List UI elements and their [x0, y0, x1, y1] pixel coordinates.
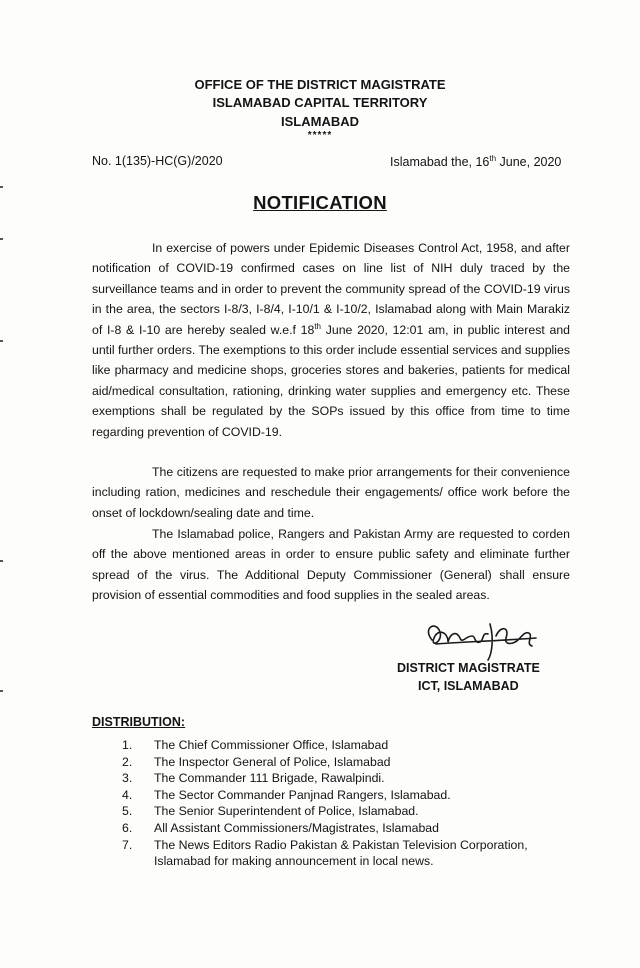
- margin-mark: [0, 340, 3, 342]
- territory-heading: ISLAMABAD CAPITAL TERRITORY: [212, 95, 428, 110]
- margin-mark: [0, 560, 3, 562]
- signature: [418, 614, 548, 664]
- office-heading: OFFICE OF THE DISTRICT MAGISTRATE: [194, 77, 446, 92]
- issue-date: [390, 154, 561, 169]
- list-item-text: The News Editors Radio Pakistan & Pakistan Television Corporation,: [154, 837, 528, 852]
- header-stars: *****: [307, 130, 333, 141]
- reference-number: No. 1(135)-HC(G)/2020: [92, 154, 223, 168]
- list-item: [122, 838, 562, 855]
- list-item-number: 1.: [122, 738, 133, 752]
- list-item-text: The Commander 111 Brigade, Rawalpindi.: [154, 771, 385, 786]
- list-item-number: 7.: [122, 837, 133, 852]
- list-item-number: 4.: [122, 787, 133, 802]
- issue-date-suffix: June, 2020: [496, 155, 562, 170]
- list-item: [122, 755, 562, 772]
- paragraph-citizens: The citizens are requested to make prior arrangements for their convenience including ration, medicines and reschedule their engagements/ office work before the onset of lockdown/sealing date and time.: [92, 465, 570, 520]
- paragraph-enforcement: The Islamabad police, Rangers and Pakistan Army are requested to corden off the above mentioned areas in order to ensure public safety and eliminate further spread of the virus. The Additional Deputy Commissioner (General) shall ensure provision of essential commodities and food supplies in the sealed areas.: [92, 527, 570, 603]
- paragraph-main-a: In exercise of powers under Epidemic Diseases Control Act, 1958, and after notification of COVID-19 confirmed cases on line list of NIH duly traced by the surveillance teams and in order to prevent the community spread of the COVID-19 virus in the area, the sectors I-8/3, I-8/4, I-10/1 & I-10/2, Islamabad along with Main Marakiz of I-8 & I-10 are hereby sealed w.e.f 18: [92, 241, 570, 337]
- signatory-title: DISTRICT MAGISTRATE: [397, 661, 540, 675]
- distribution-heading-text: DISTRIBUTION: [92, 715, 181, 729]
- list-item-number: 2.: [122, 754, 133, 769]
- city-heading: ISLAMABAD: [281, 114, 359, 129]
- margin-mark: [0, 238, 3, 240]
- list-item: [122, 788, 562, 805]
- paragraph-main-sup: th: [314, 321, 321, 331]
- distribution-heading: [92, 715, 185, 729]
- margin-mark: [0, 690, 3, 692]
- signatory-office: ICT, ISLAMABAD: [418, 679, 519, 693]
- notification-title: NOTIFICATION: [253, 192, 387, 213]
- list-item-text: All Assistant Commissioners/Magistrates, Islamabad: [154, 820, 439, 835]
- issue-date-sup: th: [489, 154, 497, 163]
- list-item-number: 3.: [122, 771, 133, 786]
- paragraph-main-b: June 2020, 12:01 am, in public interest and until further orders. The exemptions to this order include essential services and supplies like pharmacy and medicine shops, groceries stores and bakeries, patients for medical aid/medical consultation, rationing, drinking water supplies and emergency etc. These exemptions shall be regulated by the SOPs issued by this office from time to time regarding prevention of COVID-19.: [92, 322, 570, 439]
- distribution-list: [122, 738, 562, 872]
- list-item: [122, 804, 562, 821]
- list-item: [122, 771, 562, 788]
- list-item-number: 6.: [122, 820, 133, 835]
- list-item-text: The Senior Superintendent of Police, Islamabad.: [154, 804, 419, 819]
- paragraph-main: [92, 238, 570, 442]
- margin-mark: [0, 186, 3, 188]
- list-item: [122, 738, 562, 755]
- list-item-text: The Chief Commissioner Office, Islamabad: [154, 738, 389, 752]
- list-item-continuation: Islamabad for making announcement in local news.: [154, 854, 434, 869]
- list-item: [122, 821, 562, 838]
- list-item-number: 5.: [122, 804, 133, 819]
- list-item-text: The Sector Commander Panjnad Rangers, Islamabad.: [154, 787, 451, 802]
- list-item-text: The Inspector General of Police, Islamabad: [154, 754, 391, 769]
- distribution-heading-colon: :: [180, 715, 186, 729]
- issue-date-prefix: Islamabad the, 16: [390, 155, 490, 170]
